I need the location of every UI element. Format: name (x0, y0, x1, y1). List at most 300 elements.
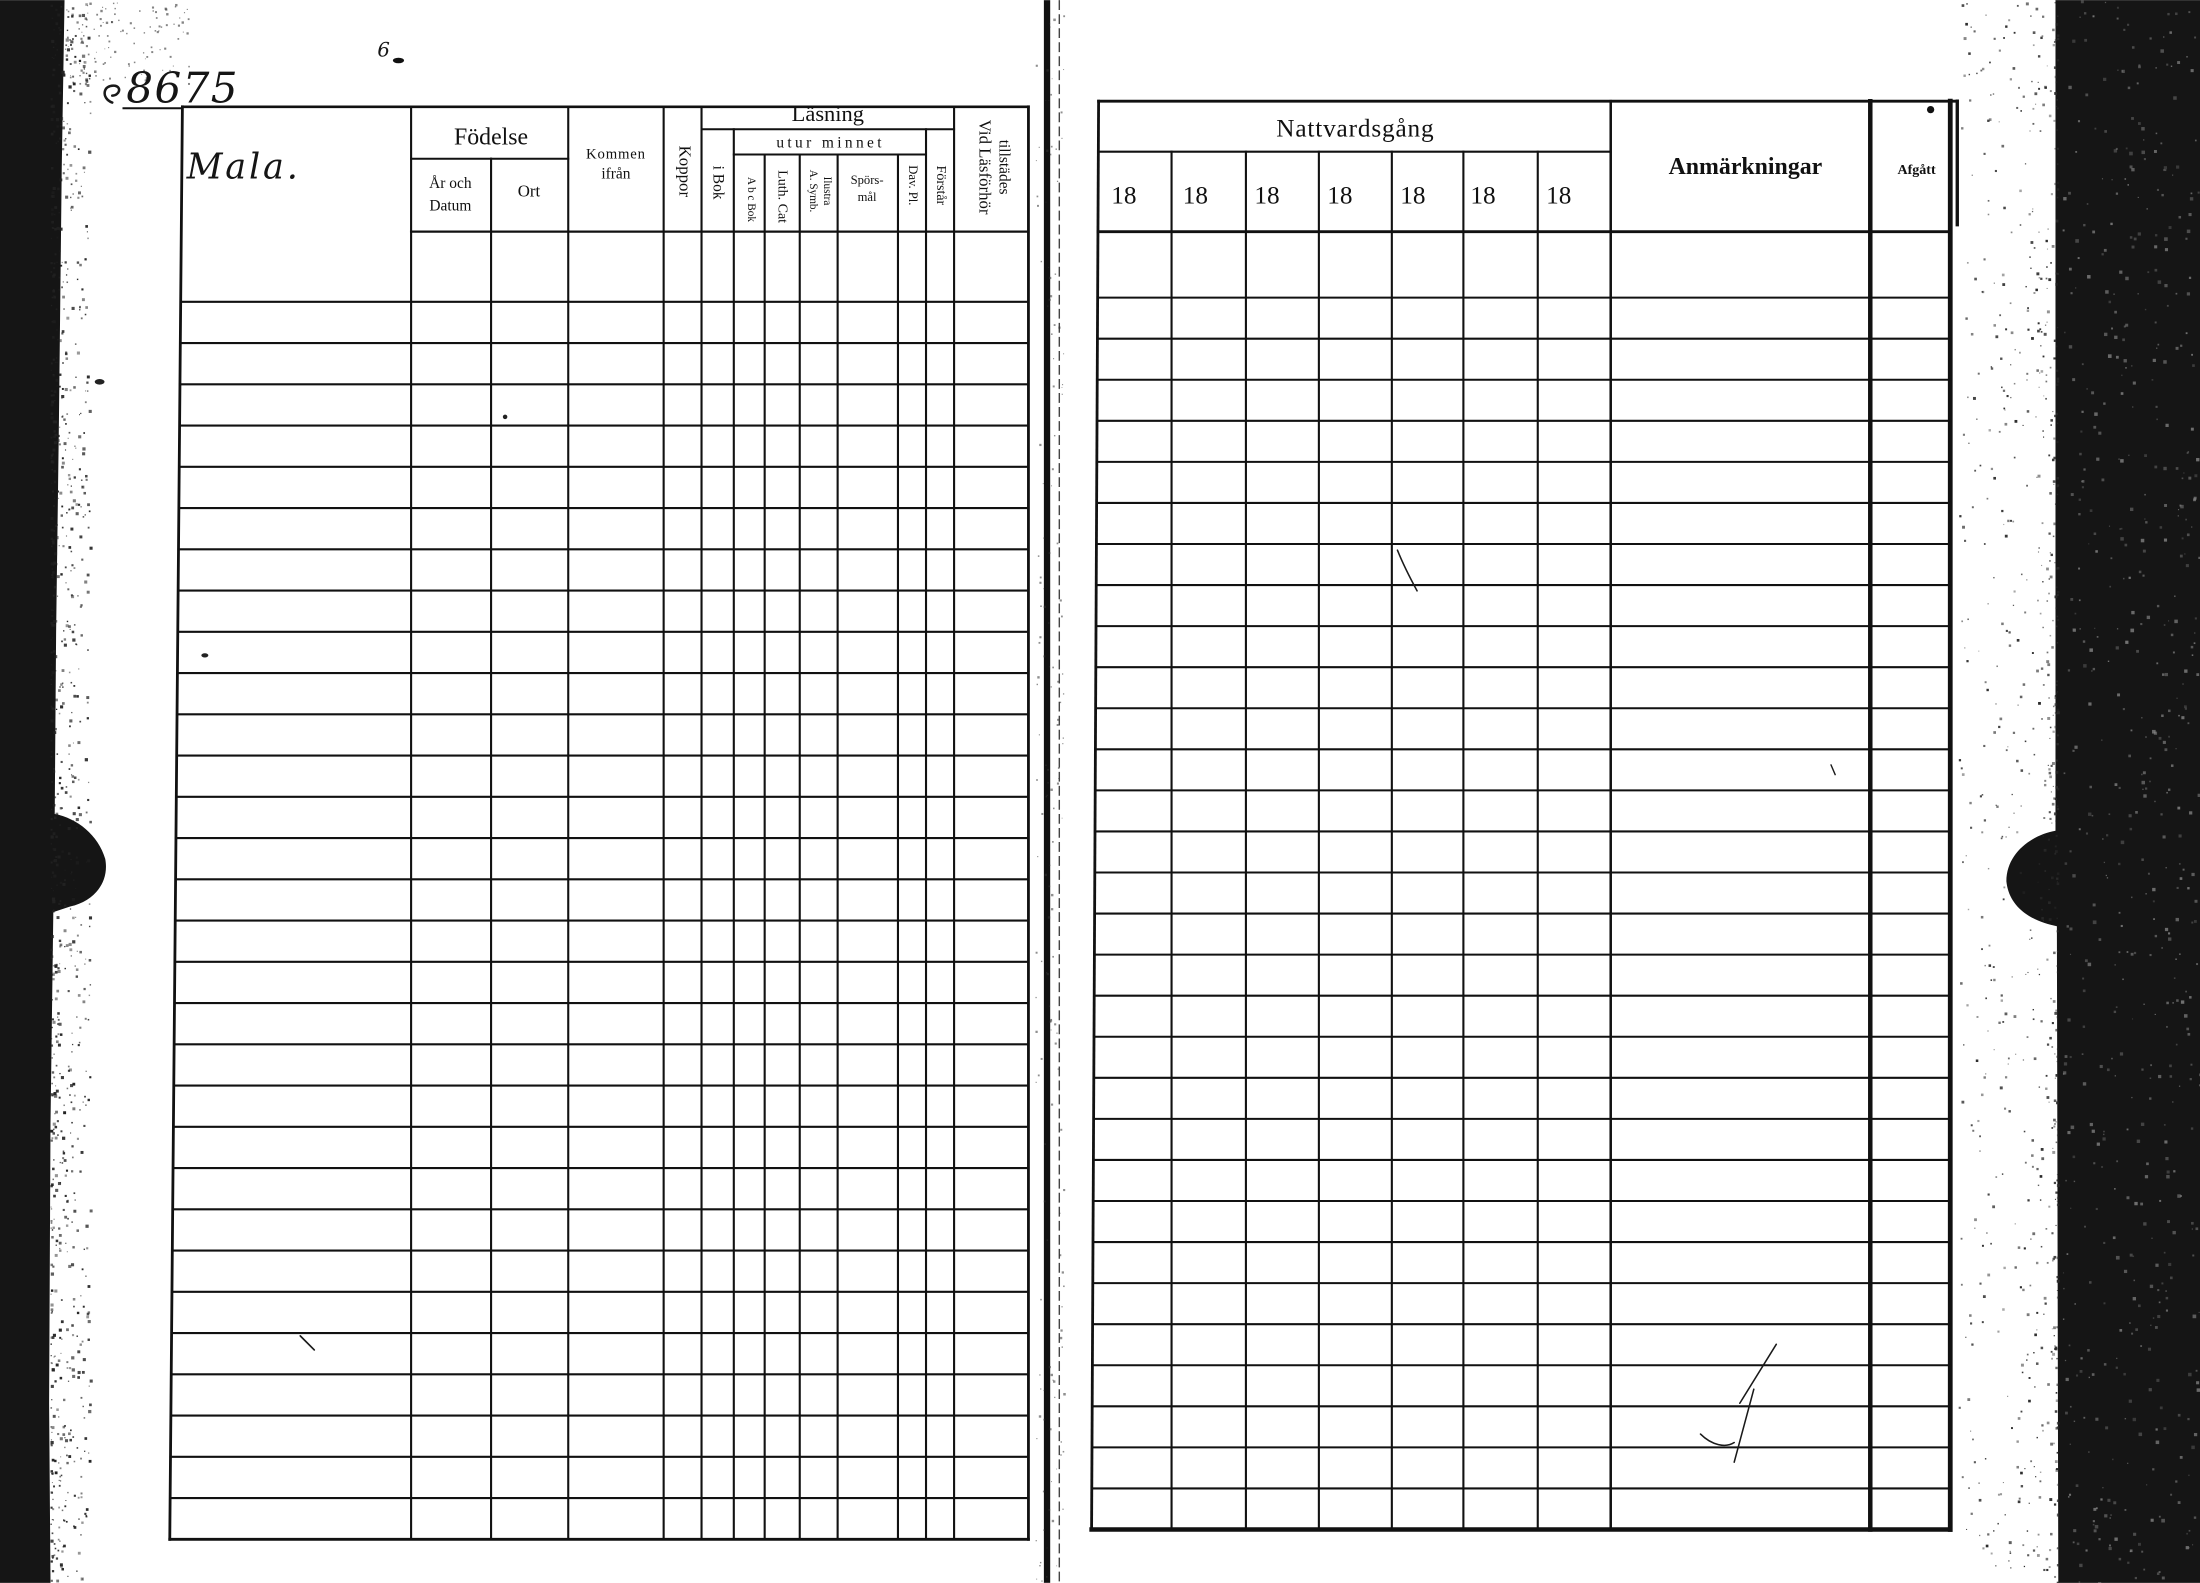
scan-noise-speck (2153, 359, 2156, 362)
scan-noise-speck (56, 990, 59, 993)
scan-noise-speck (2161, 1282, 2163, 1284)
scan-noise-speck (2024, 1247, 2026, 1249)
scan-noise-speck (2002, 1173, 2003, 1174)
scan-noise-speck (2175, 748, 2176, 749)
scan-noise-speck (1984, 965, 1985, 966)
scan-noise-speck (2191, 69, 2194, 72)
scan-noise-speck (57, 793, 59, 795)
scan-noise-speck (2166, 1297, 2169, 1300)
scan-noise-speck (2053, 1126, 2055, 1128)
scan-noise-speck (117, 3, 118, 4)
scan-noise-speck (2054, 726, 2057, 729)
scan-noise-speck (52, 1018, 54, 1020)
scan-noise-speck (59, 492, 62, 495)
scan-noise-speck (54, 228, 57, 231)
scan-noise-speck (2038, 1185, 2039, 1186)
scan-noise-speck (2057, 805, 2059, 807)
scan-noise-speck (110, 57, 111, 58)
scan-noise-speck (1041, 261, 1042, 262)
scan-noise-speck (153, 10, 154, 11)
scan-noise-speck (64, 1447, 65, 1448)
scan-noise-speck (1053, 358, 1054, 359)
scan-noise-speck (2138, 232, 2141, 235)
scan-noise-speck (2016, 107, 2018, 109)
scan-noise-speck (2072, 378, 2075, 381)
scan-noise-speck (52, 490, 54, 492)
scan-noise-speck (62, 1510, 64, 1512)
scan-noise-speck (2145, 309, 2146, 310)
scan-noise-speck (2176, 165, 2179, 168)
scan-noise-speck (2127, 24, 2129, 26)
scan-noise-speck (2003, 524, 2004, 525)
scan-noise-speck (2015, 1054, 2016, 1055)
scan-noise-speck (2066, 1378, 2069, 1381)
scan-noise-speck (89, 926, 90, 927)
scan-noise-speck (1985, 14, 1986, 15)
scan-noise-speck (82, 14, 85, 17)
scan-noise-speck (2010, 520, 2012, 522)
scan-noise-speck (52, 1459, 55, 1462)
scan-noise-speck (2039, 387, 2040, 388)
scan-noise-speck (1040, 1388, 1041, 1389)
scan-noise-speck (81, 69, 83, 71)
scan-noise-speck (2025, 741, 2027, 743)
scan-noise-speck (68, 546, 71, 549)
scan-noise-speck (55, 434, 58, 437)
scan-noise-speck (151, 51, 153, 53)
scan-noise-speck (2083, 664, 2087, 668)
scan-noise-speck (2160, 1406, 2163, 1409)
scan-noise-speck (51, 413, 54, 416)
scan-noise-speck (83, 1406, 84, 1407)
scan-noise-speck (62, 1137, 65, 1140)
scan-noise-speck (2050, 1533, 2053, 1536)
scan-noise-speck (1962, 861, 1964, 863)
scan-noise-speck (2097, 1143, 2100, 1146)
scan-noise-speck (2052, 762, 2055, 765)
scan-noise-speck (2127, 1129, 2129, 1131)
scan-noise-speck (2168, 620, 2169, 621)
scan-noise-speck (108, 47, 109, 48)
scan-noise-speck (96, 52, 97, 53)
scan-noise-speck (78, 435, 81, 438)
scan-noise-speck (2130, 165, 2133, 168)
scan-noise-speck (1981, 1094, 1984, 1097)
scan-noise-speck (2057, 15, 2059, 17)
scan-noise-speck (2044, 784, 2046, 786)
scan-noise-speck (2002, 836, 2004, 838)
scan-noise-speck (2049, 560, 2051, 562)
scan-noise-speck (1052, 841, 1054, 843)
scan-noise-speck (2156, 419, 2158, 421)
scan-noise-speck (68, 132, 71, 135)
scan-noise-speck (2113, 1236, 2116, 1239)
scan-noise-speck (57, 1120, 59, 1122)
scan-noise-speck (2162, 1577, 2165, 1580)
scan-noise-speck (1985, 1458, 1986, 1459)
scan-noise-speck (2028, 1400, 2031, 1403)
scan-noise-speck (77, 261, 79, 263)
header-nattvardsgang: Nattvardsgång (1276, 114, 1435, 143)
scan-noise-speck (83, 1358, 86, 1361)
scan-noise-speck (63, 1426, 66, 1429)
scan-noise-speck (2049, 492, 2052, 495)
scan-noise-speck (2037, 330, 2040, 333)
scan-noise-speck (85, 758, 88, 761)
scan-noise-speck (2086, 388, 2088, 390)
scan-noise-speck (60, 1377, 63, 1380)
scan-noise-speck (2192, 1228, 2193, 1229)
scan-noise-speck (2043, 920, 2044, 921)
scan-noise-speck (79, 307, 80, 308)
scan-noise-speck (1993, 477, 1996, 480)
scan-noise-speck (52, 221, 54, 223)
scan-noise-speck (87, 1313, 90, 1316)
scan-noise-speck (2055, 1469, 2058, 1472)
scan-noise-speck (1049, 1366, 1051, 1368)
scan-noise-speck (2167, 1170, 2170, 1173)
scan-noise-speck (2144, 454, 2147, 457)
scan-noise-speck (66, 1455, 68, 1457)
scan-noise-speck (51, 1385, 54, 1388)
scan-noise-speck (72, 917, 75, 920)
scan-noise-speck (2056, 835, 2058, 837)
scan-noise-speck (1051, 908, 1053, 910)
scan-noise-speck (2168, 710, 2171, 713)
scan-noise-speck (67, 1088, 69, 1090)
scan-noise-speck (2130, 508, 2133, 511)
scan-noise-speck (2092, 815, 2094, 817)
scan-noise-speck (56, 1580, 59, 1583)
scan-noise-speck (2057, 680, 2058, 681)
scan-noise-speck (75, 888, 76, 889)
scan-noise-speck (1988, 214, 1990, 216)
scan-noise-speck (55, 362, 56, 363)
scan-noise-speck (51, 1272, 54, 1275)
scan-noise-speck (73, 1525, 75, 1527)
scan-noise-speck (52, 1095, 54, 1097)
scan-noise-speck (51, 829, 53, 831)
scan-noise-speck (2041, 1424, 2043, 1426)
scan-noise-speck (2092, 231, 2095, 234)
scan-noise-speck (52, 57, 53, 58)
scan-noise-speck (69, 672, 71, 674)
scan-noise-speck (72, 1246, 74, 1248)
scan-noise-speck (90, 984, 91, 985)
scan-noise-speck (1967, 262, 1969, 264)
scan-noise-speck (1043, 588, 1044, 589)
scan-noise-speck (2048, 1102, 2049, 1103)
scan-noise-speck (1987, 1274, 1990, 1277)
scan-noise-speck (1964, 647, 1965, 648)
scan-noise-speck (51, 574, 53, 576)
scan-noise-speck (2036, 1168, 2038, 1170)
scan-noise-speck (2121, 528, 2123, 530)
scan-noise-speck (2098, 432, 2101, 435)
scan-noise-speck (1063, 353, 1064, 354)
scan-noise-speck (1063, 693, 1064, 694)
scan-noise-speck (2106, 875, 2107, 876)
scan-noise-speck (2033, 292, 2035, 294)
scan-noise-speck (2032, 1166, 2034, 1168)
scan-noise-speck (2116, 193, 2118, 195)
scan-noise-speck (2196, 963, 2198, 965)
scan-noise-speck (1993, 577, 1994, 578)
scan-noise-speck (71, 1101, 73, 1103)
scan-noise-speck (52, 336, 55, 339)
scan-noise-speck (51, 949, 53, 951)
scan-noise-speck (53, 131, 55, 133)
scan-noise-speck (1036, 1579, 1037, 1580)
scan-noise-speck (2105, 2, 2106, 3)
scan-noise-speck (51, 1426, 54, 1429)
scan-noise-speck (53, 909, 54, 910)
scan-noise-speck (2057, 38, 2059, 40)
scan-noise-speck (96, 14, 98, 16)
scan-noise-speck (2030, 1285, 2032, 1287)
scan-noise-speck (1988, 1193, 1990, 1195)
scan-noise-speck (52, 1368, 55, 1371)
scan-noise-speck (2156, 133, 2158, 135)
scan-noise-speck (89, 410, 92, 413)
scan-noise-speck (1037, 684, 1038, 685)
scan-noise-speck (2144, 518, 2145, 519)
scan-noise-speck (2008, 1110, 2010, 1112)
scan-noise-speck (2192, 654, 2194, 656)
scan-noise-speck (59, 782, 61, 784)
scan-noise-speck (54, 498, 55, 499)
scan-noise-speck (72, 1044, 73, 1045)
scan-noise-speck (2054, 853, 2056, 855)
scan-noise-speck (51, 538, 54, 541)
header-dav-pl: Dav. Pl. (906, 165, 921, 206)
scan-noise-speck (71, 1051, 73, 1053)
scan-noise-speck (1035, 997, 1036, 998)
scan-noise-speck (2103, 1131, 2105, 1133)
scan-noise-speck (2032, 1232, 2035, 1235)
scan-noise-speck (1968, 909, 1969, 910)
scan-noise-speck (81, 1492, 83, 1494)
scan-noise-speck (2089, 1377, 2090, 1378)
scan-noise-speck (2054, 1123, 2056, 1125)
scan-noise-speck (2001, 510, 2003, 512)
scan-noise-speck (1050, 154, 1052, 156)
scan-noise-speck (1046, 796, 1047, 797)
scan-noise-speck (2088, 813, 2091, 816)
scan-noise-speck (70, 908, 71, 909)
scan-noise-speck (84, 1437, 87, 1440)
scan-noise-speck (84, 1451, 85, 1452)
scan-noise-speck (1036, 952, 1038, 954)
scan-noise-speck (2049, 1498, 2052, 1501)
scan-noise-speck (2057, 711, 2060, 714)
scan-noise-speck (2152, 888, 2155, 891)
scan-noise-speck (2039, 373, 2040, 374)
scan-noise-speck (2183, 869, 2185, 871)
scan-noise-speck (81, 559, 83, 561)
scan-noise-speck (72, 1368, 75, 1371)
scan-noise-speck (2040, 1020, 2042, 1022)
scan-noise-speck (1981, 916, 1984, 919)
scan-noise-speck (2067, 1253, 2069, 1255)
scan-noise-speck (2020, 224, 2022, 226)
scan-noise-speck (2005, 25, 2007, 27)
scan-noise-speck (51, 935, 54, 938)
scan-noise-speck (65, 582, 66, 583)
scan-noise-speck (2146, 1162, 2149, 1165)
scan-noise-speck (2154, 150, 2157, 153)
scan-noise-speck (2052, 1151, 2055, 1154)
scan-noise-speck (2158, 280, 2162, 284)
scan-noise-speck (79, 951, 82, 954)
scan-noise-speck (2057, 380, 2059, 382)
scan-noise-speck (2125, 1418, 2126, 1419)
scan-noise-speck (59, 1476, 61, 1478)
archive-number: 8675 (126, 63, 239, 113)
scan-noise-speck (51, 483, 52, 484)
scan-noise-speck (59, 963, 60, 964)
scan-noise-speck (65, 49, 66, 50)
scan-noise-speck (103, 63, 105, 65)
scan-noise-speck (2188, 1373, 2192, 1377)
scan-noise-speck (2054, 1012, 2057, 1015)
scan-noise-speck (2128, 455, 2129, 456)
scan-noise-speck (67, 268, 68, 269)
scan-noise-speck (2145, 521, 2147, 523)
scan-noise-speck (2191, 646, 2194, 649)
scan-noise-speck (2030, 268, 2031, 269)
scan-noise-speck (2084, 39, 2087, 42)
scan-noise-speck (2051, 1127, 2053, 1129)
scan-noise-speck (66, 1170, 68, 1172)
scan-noise-speck (2159, 1302, 2161, 1304)
scan-noise-speck (2159, 1516, 2161, 1518)
scan-noise-speck (87, 231, 88, 232)
scan-noise-speck (53, 804, 56, 807)
scan-noise-speck (2181, 1000, 2184, 1003)
scan-noise-speck (2088, 702, 2091, 705)
scan-noise-speck (2171, 66, 2172, 67)
scan-noise-speck (2026, 579, 2027, 580)
scan-noise-speck (2056, 1326, 2058, 1328)
scan-noise-speck (72, 76, 74, 78)
scan-noise-speck (66, 413, 68, 415)
scan-noise-speck (1983, 745, 1985, 747)
scan-noise-speck (54, 586, 57, 589)
scan-noise-speck (2153, 900, 2155, 902)
scan-noise-speck (2153, 1317, 2154, 1318)
scan-noise-speck (2196, 1227, 2199, 1230)
scan-noise-speck (51, 416, 54, 419)
scan-noise-speck (64, 946, 65, 947)
scan-noise-speck (1063, 69, 1064, 70)
scan-noise-speck (89, 3, 91, 5)
scan-noise-speck (62, 74, 65, 77)
scan-noise-speck (75, 965, 76, 966)
scan-noise-speck (54, 441, 57, 444)
scan-noise-speck (1980, 795, 1982, 797)
scan-noise-speck (54, 1380, 56, 1382)
scan-noise-speck (2191, 526, 2192, 527)
scan-noise-speck (2054, 696, 2057, 699)
scan-noise-speck (2057, 1564, 2059, 1566)
scan-noise-speck (2054, 1099, 2057, 1102)
header-koppor: Koppor (675, 145, 695, 198)
scan-noise-speck (87, 649, 89, 651)
scan-noise-speck (2056, 1016, 2057, 1017)
scan-noise-speck (53, 768, 55, 770)
scan-noise-speck (56, 308, 58, 310)
scan-noise-speck (2178, 515, 2179, 516)
scan-noise-speck (1063, 1286, 1065, 1288)
scan-noise-speck (179, 17, 180, 18)
scan-noise-speck (2029, 1503, 2030, 1504)
scan-noise-speck (2157, 605, 2159, 607)
scan-noise-speck (1987, 603, 1988, 604)
scan-noise-speck (2182, 477, 2184, 479)
scan-noise-speck (2194, 37, 2196, 39)
scan-noise-speck (57, 14, 60, 17)
scan-noise-speck (2057, 484, 2059, 486)
scan-noise-speck (1062, 1509, 1063, 1510)
scan-noise-speck (51, 1540, 54, 1543)
scan-noise-speck (2055, 283, 2058, 286)
scan-noise-speck (1051, 686, 1052, 687)
scan-noise-speck (2155, 234, 2157, 236)
scan-noise-speck (2044, 870, 2046, 872)
scan-noise-speck (2069, 1345, 2071, 1347)
scan-noise-speck (1966, 1004, 1968, 1006)
scan-noise-speck (1054, 1023, 1056, 1025)
scan-noise-speck (2186, 56, 2188, 58)
scan-noise-speck (67, 37, 69, 39)
scan-noise-speck (74, 776, 77, 779)
scan-noise-speck (79, 414, 80, 415)
scan-noise-speck (57, 1012, 60, 1015)
scan-noise-speck (2017, 5, 2019, 7)
scan-noise-speck (2046, 660, 2049, 663)
scan-noise-speck (51, 1355, 52, 1356)
scan-noise-speck (2029, 213, 2031, 215)
scan-noise-speck (87, 702, 89, 704)
scan-noise-speck (2039, 547, 2040, 548)
scan-noise-speck (84, 69, 85, 70)
scan-noise-speck (2073, 629, 2076, 632)
scan-noise-speck (57, 237, 59, 239)
scan-noise-speck (2012, 794, 2013, 795)
scan-noise-speck (2057, 808, 2059, 810)
scan-noise-speck (53, 731, 56, 734)
scan-noise-speck (1967, 1398, 1970, 1401)
scan-noise-speck (68, 1265, 71, 1268)
scan-noise-speck (66, 54, 68, 56)
scan-noise-speck (1984, 543, 1986, 545)
scan-noise-speck (61, 395, 64, 398)
scan-noise-speck (88, 1452, 89, 1453)
scan-noise-speck (1965, 23, 1968, 26)
scan-noise-speck (2173, 96, 2177, 100)
scan-noise-speck (1984, 1076, 1986, 1078)
scan-noise-speck (2098, 1538, 2100, 1540)
scan-noise-speck (2034, 754, 2036, 756)
scan-noise-speck (54, 214, 56, 216)
scan-noise-speck (2126, 1196, 2129, 1199)
scan-noise-speck (82, 196, 84, 198)
scan-noise-speck (2167, 1220, 2170, 1223)
scan-noise-speck (69, 1068, 72, 1071)
scan-noise-speck (2049, 811, 2051, 813)
scan-noise-speck (2169, 31, 2172, 34)
